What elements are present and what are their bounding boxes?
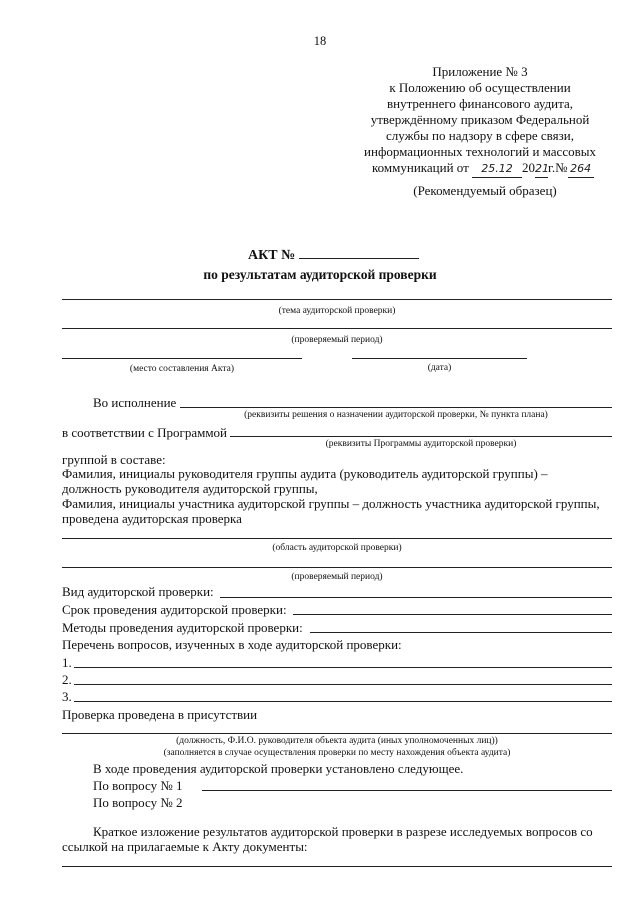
- program-label: в соответствии с Программой: [62, 425, 228, 440]
- appendix-line: Приложение № 3: [432, 64, 528, 79]
- question-number-1: 1.: [62, 655, 72, 670]
- appendix-line: службы по надзору в сфере связи,: [386, 128, 574, 143]
- question-1-line: [202, 790, 612, 791]
- term-label: Срок проведения аудиторской проверки:: [62, 602, 287, 617]
- appendix-line: внутреннего финансового аудита,: [386, 96, 573, 111]
- term-line: [293, 614, 612, 615]
- leader-line-2: должность руководителя аудиторской группы,: [62, 481, 318, 496]
- questions-label: Перечень вопросов, изученных в ходе аудиторской проверки:: [62, 637, 402, 652]
- decision-line: [180, 407, 612, 408]
- methods-line: [310, 632, 612, 633]
- question-number-3: 3.: [62, 689, 72, 704]
- area-line: [62, 538, 612, 539]
- act-number-blank: [299, 258, 419, 259]
- period2-line: [62, 567, 612, 568]
- appendix-line: утверждённому приказом Федеральной: [370, 112, 590, 127]
- appendix-date-line: [372, 160, 612, 178]
- question-1-label: По вопросу № 1: [93, 778, 183, 793]
- act-title-label: АКТ №: [248, 248, 296, 263]
- act-subtitle: по результатам аудиторской проверки: [203, 267, 437, 282]
- presence-line: [62, 733, 612, 734]
- question-2-label: По вопросу № 2: [93, 795, 183, 810]
- program-caption: (реквизиты Программы аудиторской проверки): [325, 439, 517, 449]
- question-line-2: [74, 684, 612, 685]
- date-line: [352, 358, 527, 359]
- presence-label: Проверка проведена в присутствии: [62, 707, 258, 722]
- program-line: [230, 436, 612, 437]
- handwritten-date: 25.12: [481, 162, 513, 175]
- date-caption: (дата): [427, 363, 452, 373]
- appendix-line: информационных технологий и массовых: [364, 144, 596, 159]
- page-number: 18: [313, 34, 327, 48]
- period2-caption: (проверяемый период): [291, 572, 383, 582]
- topic-caption: (тема аудиторской проверки): [278, 306, 396, 316]
- execution-label: Во исполнение: [93, 395, 177, 410]
- type-label: Вид аудиторской проверки:: [62, 584, 214, 599]
- place-line: [62, 358, 302, 359]
- area-caption: (область аудиторской проверки): [272, 543, 402, 553]
- type-line: [220, 597, 612, 598]
- summary-line-1: Краткое изложение результатов аудиторской проверки в разрезе исследуемых вопросов со: [93, 824, 593, 839]
- member-line: Фамилия, инициалы участника аудиторской группы – должность участника аудиторской группы,: [62, 496, 600, 511]
- handwritten-year: 21: [535, 162, 550, 175]
- summary-blank-line: [62, 866, 612, 867]
- conducted-label: проведена аудиторская проверка: [62, 511, 242, 526]
- topic-line: [62, 299, 612, 300]
- presence-caption-2: (заполняется в случае осуществления проверки по месту нахождения объекта аудита): [163, 748, 511, 758]
- appendix-header: [355, 64, 605, 160]
- appendix-line: к Положению об осуществлении: [389, 80, 571, 95]
- methods-label: Методы проведения аудиторской проверки:: [62, 620, 303, 635]
- established-text: В ходе проведения аудиторской проверки установлено следующее.: [93, 761, 464, 776]
- question-number-2: 2.: [62, 672, 72, 687]
- leader-line-1: Фамилия, инициалы руководителя группы аудита (руководитель аудиторской группы) –: [62, 466, 548, 481]
- question-line-3: [74, 701, 612, 702]
- appendix-last-prefix: коммуникаций от: [372, 160, 469, 175]
- period-caption: (проверяемый период): [291, 335, 383, 345]
- year-prefix: 20: [522, 160, 536, 175]
- number-prefix: г.№: [548, 160, 568, 175]
- decision-caption: (реквизиты решения о назначении аудиторской проверки, № пункта плана): [244, 410, 548, 420]
- group-label: группой в составе:: [62, 452, 166, 467]
- presence-caption-1: (должность, Ф.И.О. руководителя объекта аудита (иных уполномоченных лиц)): [176, 736, 498, 746]
- question-line-1: [74, 667, 612, 668]
- period-line: [62, 328, 612, 329]
- place-caption: (место составления Акта): [129, 364, 235, 374]
- act-title: [248, 247, 419, 264]
- handwritten-number: 264: [570, 162, 592, 175]
- summary-line-2: ссылкой на прилагаемые к Акту документы:: [62, 839, 308, 854]
- recommended-sample: (Рекомендуемый образец): [413, 183, 557, 198]
